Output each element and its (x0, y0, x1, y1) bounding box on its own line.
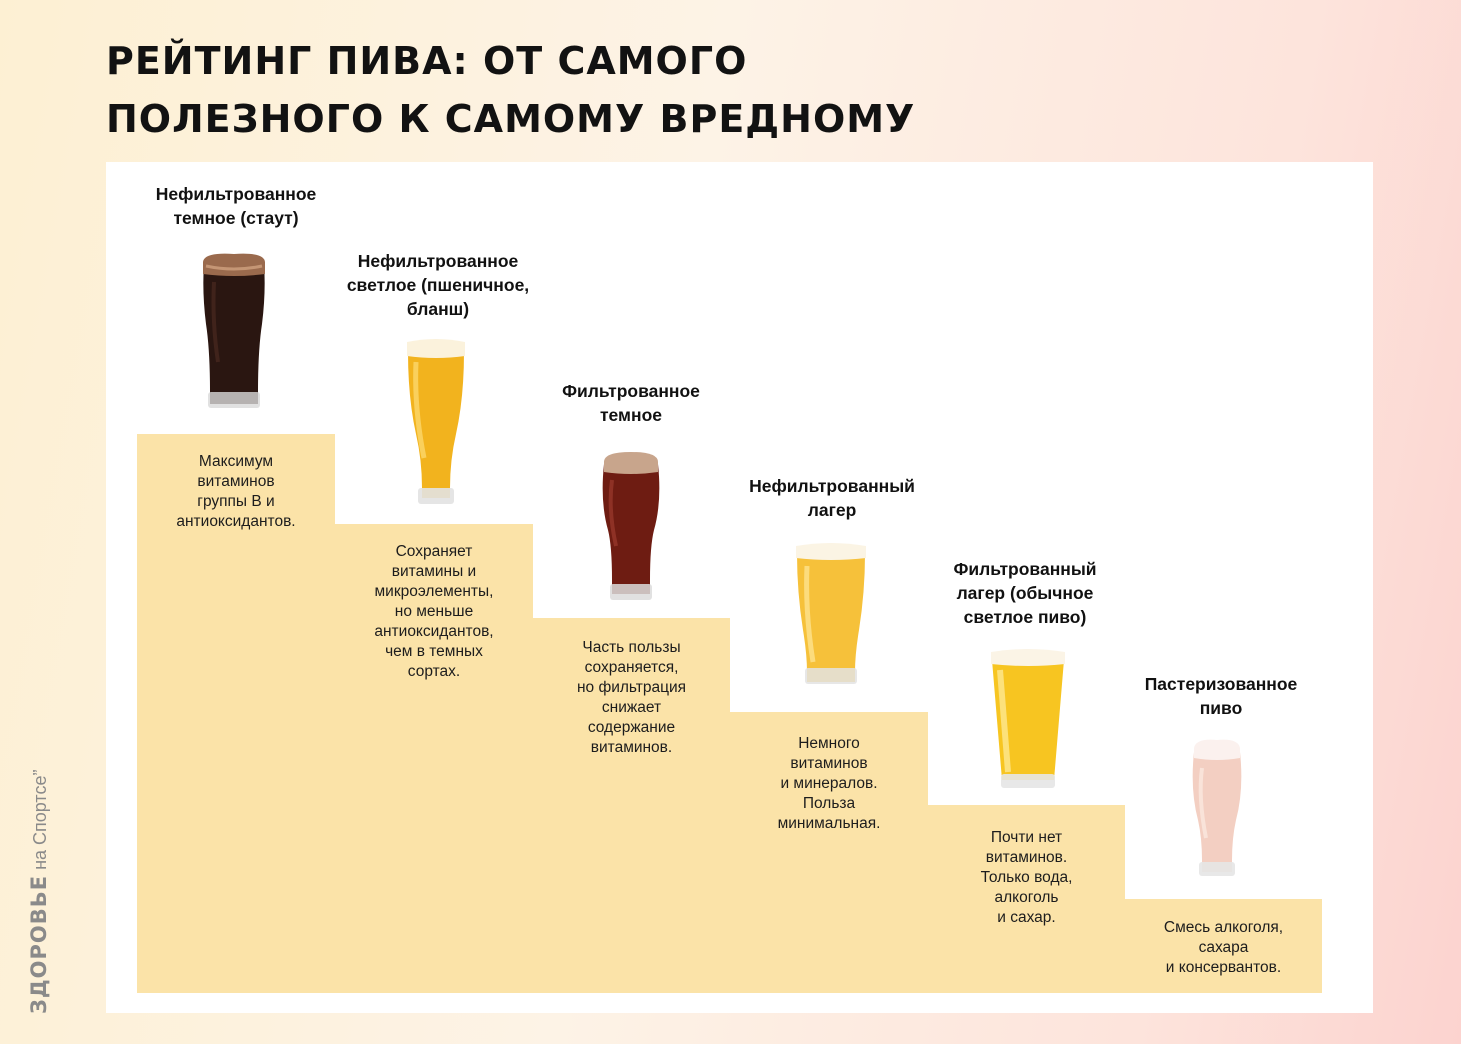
step-2-description: Сохраняет витамины и микроэлементы, но меньше антиоксидантов, чем в темных сортах. (374, 543, 494, 680)
step-3-description: Часть пользы сохраняется, но фильтрация снижает содержание витаминов. (576, 639, 687, 756)
wheat-beer-glass-icon (402, 338, 470, 508)
step-6 (1125, 899, 1322, 993)
beer-name-unfiltered-lager: Нефильтрованный лагер (749, 476, 915, 520)
step-4 (730, 712, 928, 993)
brand-name: ЗДОРОВЬЕ (27, 874, 51, 1014)
beer-name-stout: Нефильтрованное темное (стаут) (155, 184, 317, 228)
title-line-1: РЕЙТИНГ ПИВА: ОТ САМОГО (106, 39, 748, 83)
beer-name-filtered-dark: Фильтрованное темное (562, 381, 700, 425)
stout-glass-icon (192, 252, 276, 412)
step-6-description: Смесь алкоголя, сахара и консервантов. (1163, 919, 1284, 976)
step-1 (137, 434, 335, 993)
step-2 (335, 524, 533, 993)
step-5 (928, 805, 1125, 993)
beer-name-filtered-lager: Фильтрованный лагер (обычное светлое пиво) (953, 559, 1097, 627)
step-1-description: Максимум витаминов группы B и антиоксидантов. (176, 453, 296, 530)
brand-suffix: на Спортсе” (30, 769, 50, 875)
step-3 (533, 618, 730, 993)
title-line-2: ПОЛЕЗНОГО К САМОМУ ВРЕДНОМУ (106, 97, 916, 141)
lager-glass-icon (793, 542, 869, 688)
pint-glass-icon (988, 648, 1068, 790)
step-4-description: Немного витаминов и минералов. Польза минимальная. (777, 735, 881, 832)
beer-name-pasteurized: Пастеризованное пиво (1144, 674, 1298, 718)
page-title (106, 32, 915, 148)
brand-logo (27, 770, 51, 1014)
dark-ale-glass-icon (598, 450, 664, 602)
beer-name-wheat: Нефильтрованное светлое (пшеничное, бланш) (346, 251, 530, 319)
step-5-description: Почти нет витаминов. Только вода, алкоголь и сахар. (980, 829, 1073, 926)
pale-beer-glass-icon (1188, 738, 1246, 880)
